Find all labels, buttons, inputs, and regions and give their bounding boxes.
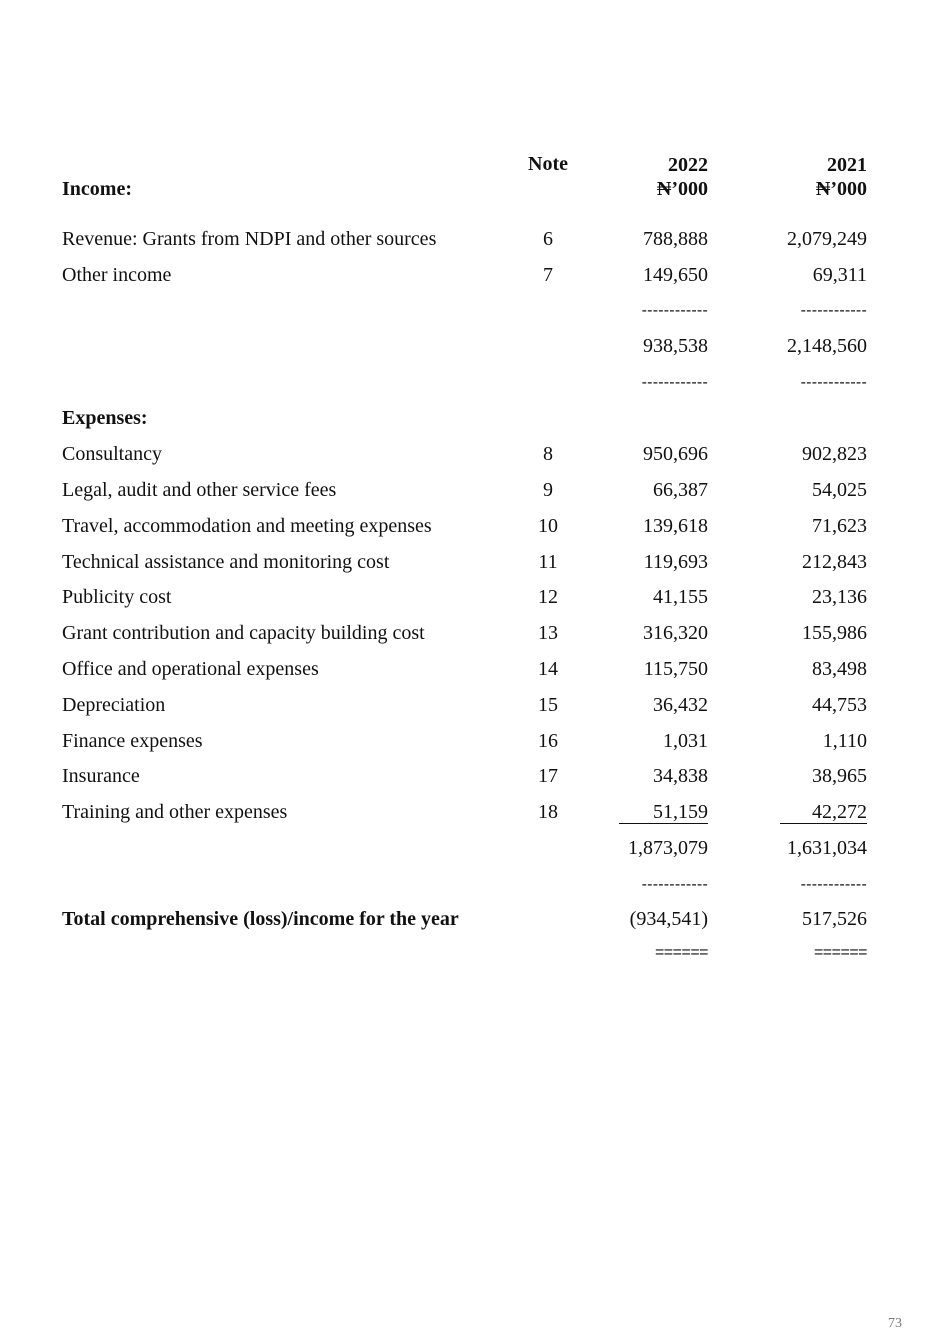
income-total-rule-2021: ------------ — [800, 374, 867, 391]
row-note: 9 — [543, 479, 553, 501]
total-comprehensive-2021: 517,526 — [802, 908, 867, 930]
expenses-total-2021: 1,631,034 — [787, 837, 867, 859]
row-value-2021: 1,110 — [822, 730, 867, 752]
total-comprehensive-label: Total comprehensive (loss)/income for the year — [62, 908, 459, 930]
row-label: Legal, audit and other service fees — [62, 479, 337, 501]
row-value-2021: 69,311 — [812, 264, 867, 286]
row-value-2021: 23,136 — [812, 586, 867, 608]
row-note: 13 — [538, 622, 558, 644]
row-label: Training and other expenses — [62, 801, 288, 823]
row-label: Other income — [62, 264, 172, 286]
row-label: Consultancy — [62, 443, 162, 465]
row-value-2022: 34,838 — [653, 765, 708, 787]
income-section-heading: Income: — [62, 178, 132, 200]
expenses-total-2022: 1,873,079 — [628, 837, 708, 859]
row-note: 14 — [538, 658, 558, 680]
row-note: 16 — [538, 730, 558, 752]
income-total-2022: 938,538 — [643, 335, 708, 357]
income-total-rule-2022: ------------ — [641, 374, 708, 391]
expenses-total-rule-2022: ------------ — [641, 876, 708, 893]
underlined-value: 42,272 — [780, 801, 867, 824]
row-value-2022: 1,031 — [663, 730, 708, 752]
total-comprehensive-2022: (934,541) — [629, 908, 708, 930]
row-label: Grant contribution and capacity building cost — [62, 622, 425, 644]
row-note: 18 — [538, 801, 558, 823]
subtotal-rule-2021: ------------ — [800, 302, 867, 319]
currency-2021-header: ₦’000 — [815, 178, 867, 200]
row-label: Depreciation — [62, 694, 166, 716]
row-value-2021: 44,753 — [812, 694, 867, 716]
page-number: 73 — [888, 1316, 902, 1331]
row-value-2022: 950,696 — [643, 443, 708, 465]
row-note: 11 — [538, 551, 558, 573]
note-column-header: Note — [528, 153, 568, 175]
row-value-2021: 38,965 — [812, 765, 867, 787]
subtotal-rule-2022: ------------ — [641, 302, 708, 319]
row-value-2022 — [588, 800, 708, 824]
row-value-2022: 149,650 — [643, 264, 708, 286]
row-value-2022: 316,320 — [643, 622, 708, 644]
year-2022-header: 2022 — [668, 154, 708, 176]
expenses-total-rule-2021: ------------ — [800, 876, 867, 893]
row-value-2021: 212,843 — [802, 551, 867, 573]
row-value-2022: 66,387 — [653, 479, 708, 501]
row-label: Technical assistance and monitoring cost — [62, 551, 390, 573]
final-double-rule-2021: ====== — [813, 944, 867, 961]
row-label: Insurance — [62, 765, 140, 787]
row-note: 12 — [538, 586, 558, 608]
row-value-2022: 115,750 — [643, 658, 708, 680]
expenses-section-heading: Expenses: — [62, 407, 148, 429]
row-value-2021: 54,025 — [812, 479, 867, 501]
income-total-2021: 2,148,560 — [787, 335, 867, 357]
row-label: Revenue: Grants from NDPI and other sources — [62, 228, 437, 250]
row-value-2021 — [747, 800, 867, 824]
row-note: 8 — [543, 443, 553, 465]
row-label: Office and operational expenses — [62, 658, 319, 680]
final-double-rule-2022: ====== — [654, 944, 708, 961]
row-value-2021: 83,498 — [812, 658, 867, 680]
row-label: Finance expenses — [62, 730, 203, 752]
row-value-2022: 139,618 — [643, 515, 708, 537]
row-note: 17 — [538, 765, 558, 787]
row-value-2021: 2,079,249 — [787, 228, 867, 250]
underlined-value: 51,159 — [619, 801, 708, 824]
row-note: 10 — [538, 515, 558, 537]
row-label: Publicity cost — [62, 586, 172, 608]
row-value-2021: 71,623 — [812, 515, 867, 537]
row-value-2022: 36,432 — [653, 694, 708, 716]
row-note: 15 — [538, 694, 558, 716]
row-note: 6 — [543, 228, 553, 250]
row-label: Travel, accommodation and meeting expenses — [62, 515, 432, 537]
currency-2022-header: ₦’000 — [656, 178, 708, 200]
row-value-2021: 902,823 — [802, 443, 867, 465]
row-value-2022: 119,693 — [643, 551, 708, 573]
row-value-2022: 788,888 — [643, 228, 708, 250]
row-value-2021: 155,986 — [802, 622, 867, 644]
year-2021-header: 2021 — [827, 154, 867, 176]
row-value-2022: 41,155 — [653, 586, 708, 608]
row-note: 7 — [543, 264, 553, 286]
